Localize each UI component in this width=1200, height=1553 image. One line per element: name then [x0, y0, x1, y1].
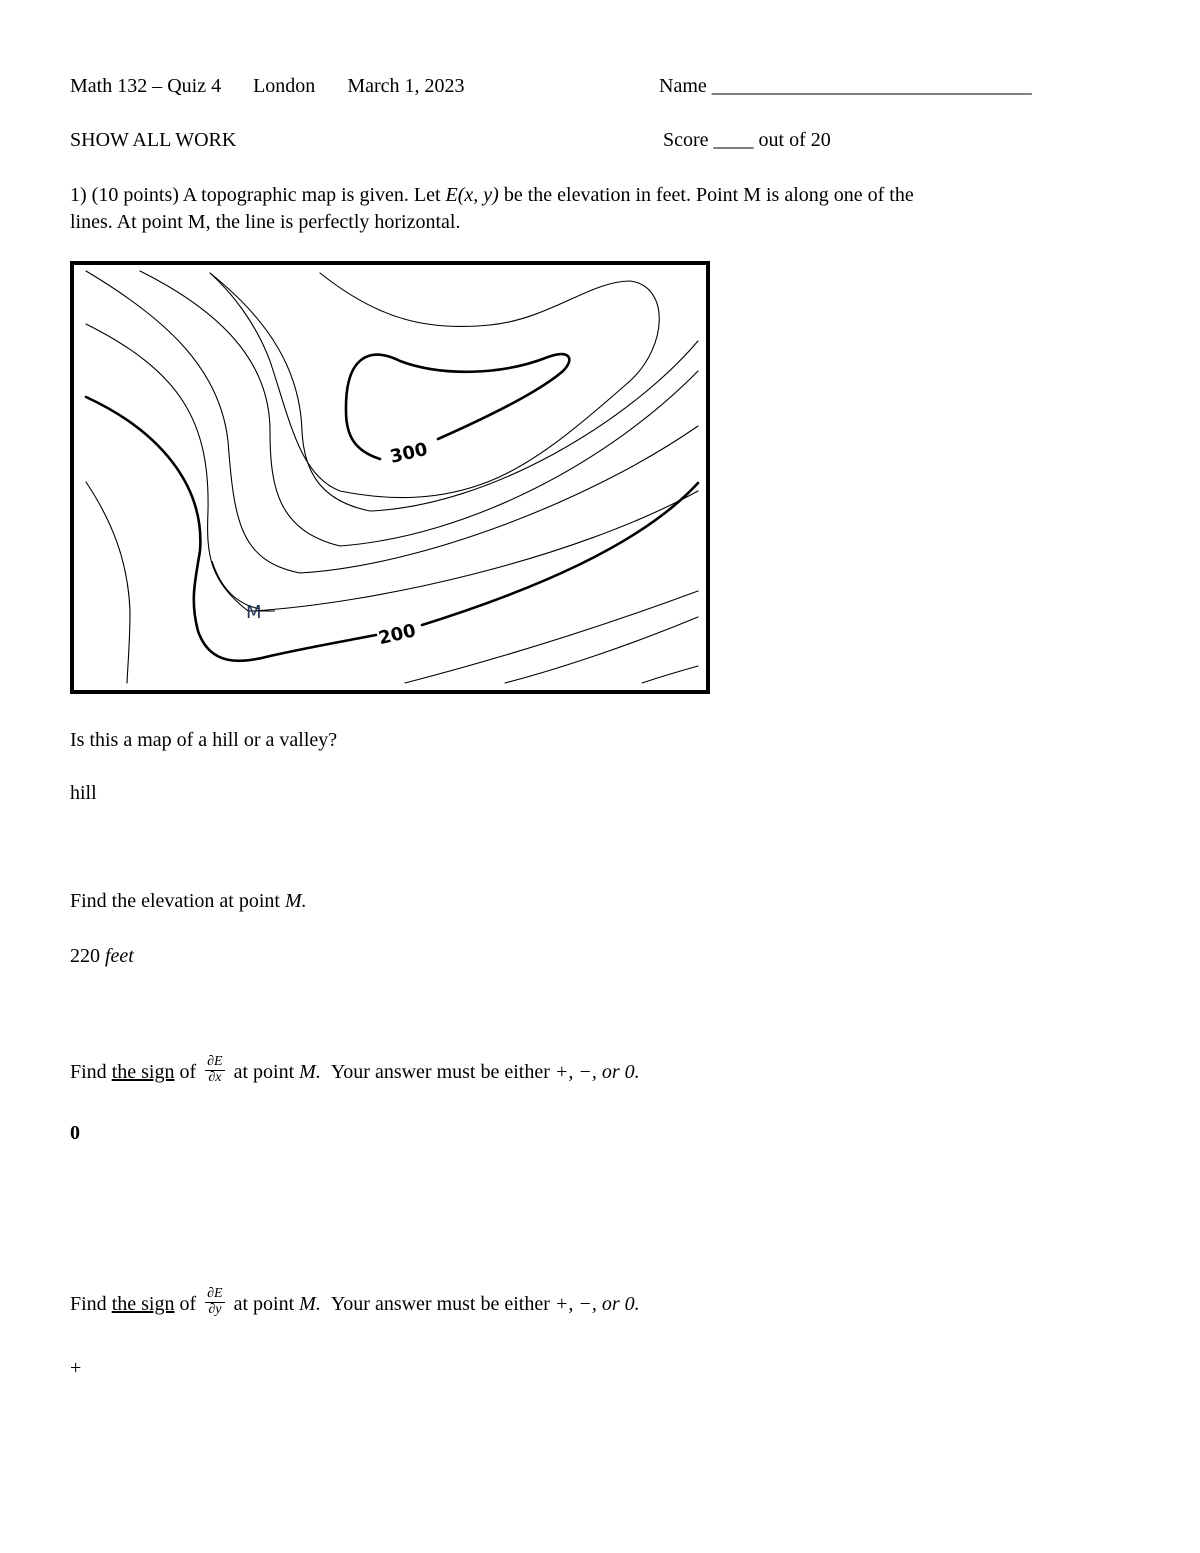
partial-numerator: ∂E	[207, 1054, 223, 1069]
name-label: Name	[659, 75, 707, 97]
contour-label-300: 300	[388, 438, 430, 468]
partial-denominator: ∂y	[208, 1301, 222, 1317]
quiz-title	[70, 74, 465, 98]
answer-rule-text: Your answer must be either	[330, 1060, 550, 1083]
problem-text-b: be the elevation in feet. Point M is along one of the	[503, 184, 914, 206]
find-word: Find	[70, 1060, 107, 1083]
question-elevation-text: Find the elevation at point	[70, 890, 280, 912]
partial-derivative-x	[205, 1055, 224, 1085]
problem-1-line-2: lines. At point M, the line is perfectly horizontal.	[70, 211, 461, 233]
point-m-label: M	[246, 602, 262, 623]
partial-numerator: ∂E	[207, 1286, 223, 1301]
score-out-of: out of 20	[758, 129, 831, 151]
answer-rule-text: Your answer must be either	[330, 1292, 550, 1315]
score-label: Score	[663, 129, 709, 151]
problem-1-line-1	[70, 183, 914, 207]
problem-text-a: A topographic map is given. Let	[182, 184, 441, 206]
the-sign-underlined: the sign	[111, 1292, 175, 1315]
find-word: Find	[70, 1292, 107, 1315]
at-point-text: at point	[233, 1060, 295, 1083]
elevation-function: E(x, y)	[445, 184, 499, 206]
partial-denominator: ∂x	[208, 1069, 222, 1085]
topographic-map	[70, 261, 710, 694]
answer-options: +, −, or 0.	[554, 1060, 640, 1083]
answer-elevation-unit: feet	[105, 945, 134, 967]
instructions: SHOW ALL WORK	[70, 129, 237, 151]
answer-dEdx-sign: 0	[70, 1122, 80, 1144]
answer-elevation-number: 220	[70, 945, 100, 967]
problem-number: 1)	[70, 184, 87, 206]
question-elevation	[70, 889, 307, 913]
instructor-name: London	[253, 75, 316, 97]
question-hill-valley: Is this a map of a hill or a valley?	[70, 729, 338, 751]
answer-dEdy-sign: +	[70, 1357, 82, 1379]
at-point-text: at point	[233, 1292, 295, 1315]
point-m-var: M.	[284, 890, 307, 912]
of-word: of	[179, 1292, 197, 1315]
the-sign-underlined: the sign	[111, 1060, 175, 1083]
course-title: Math 132 – Quiz 4	[70, 75, 222, 97]
quiz-date: March 1, 2023	[347, 75, 465, 97]
name-blank[interactable]: ________________________________	[711, 75, 1032, 97]
question-dEdy-sign	[70, 1286, 640, 1320]
answer-options: +, −, or 0.	[554, 1292, 640, 1315]
name-field[interactable]	[659, 74, 1032, 98]
score-field	[663, 128, 831, 152]
point-m-var: M.	[299, 1292, 321, 1315]
answer-elevation	[70, 944, 134, 968]
answer-hill-valley: hill	[70, 782, 97, 804]
problem-points: (10 points)	[91, 184, 179, 206]
partial-derivative-y	[205, 1287, 224, 1317]
question-dEdx-sign	[70, 1054, 640, 1088]
point-m-var: M.	[299, 1060, 321, 1083]
contour-label-200: 200	[376, 620, 418, 650]
of-word: of	[179, 1060, 197, 1083]
score-blank: ____	[713, 129, 754, 151]
